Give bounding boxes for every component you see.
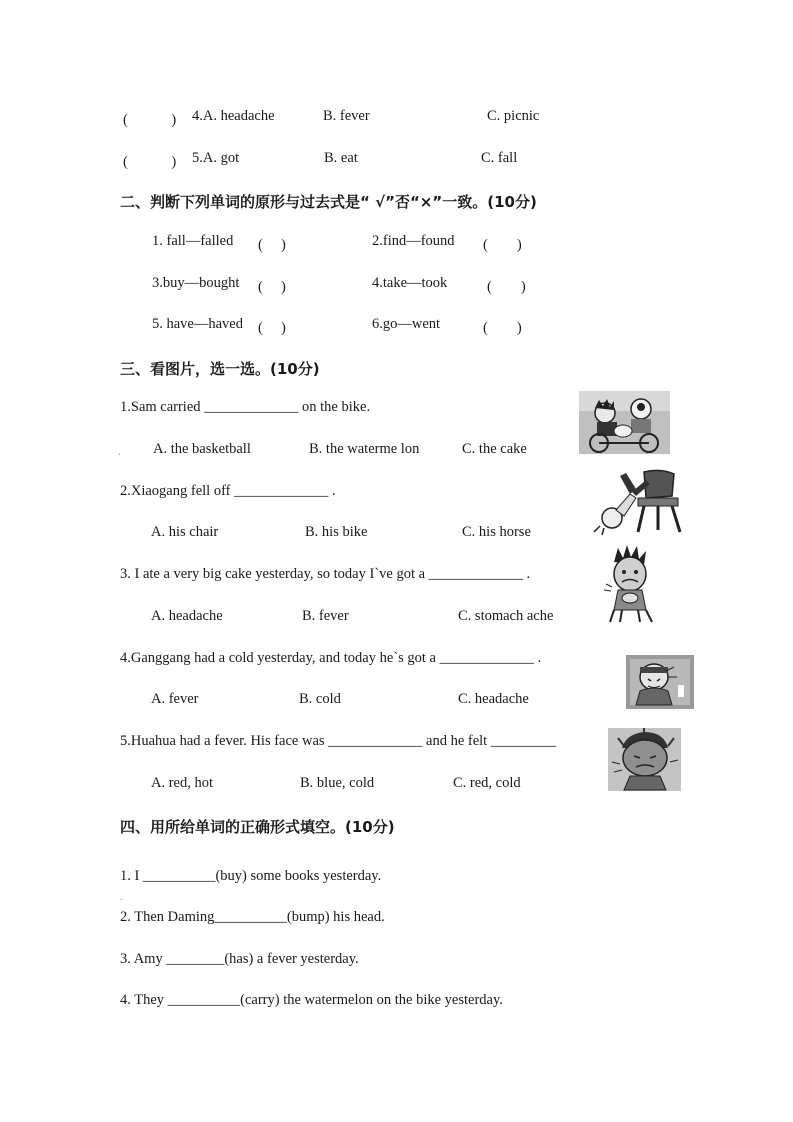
s3-q5-option-c[interactable]: C. red, cold [453,775,521,791]
boys-on-bike-picture [579,391,670,454]
boy-falling-off-chair-picture [592,468,685,536]
q5-option-a: 5.A. got [192,150,240,166]
s3-q1-text: 1.Sam carried _____________ on the bike. [120,399,371,415]
s3-q2-text: 2.Xiaogang fell off _____________ . [120,483,336,499]
s2-item-1: 1. fall—falled [152,233,234,249]
s3-q4-option-b[interactable]: B. cold [299,691,341,707]
q5-option-b: B. eat [324,150,358,166]
section3-title: 三、看图片，选一选。(10分) [120,360,320,378]
s3-q2-option-c[interactable]: C. his horse [462,524,531,540]
boy-with-stomach-ache-picture [600,544,662,624]
q5-bracket[interactable]: ( ) [123,154,177,170]
stray-mark-2: . [120,889,123,903]
s3-q1-option-b[interactable]: B. the waterme lon [309,441,420,457]
q4-option-c: C. picnic [487,108,540,124]
s4-item-3: 3. Amy ________(has) a fever yesterday. [120,951,359,967]
s2-item-4: 4.take—took [372,275,448,291]
boy-with-fever-picture [608,728,681,791]
s3-q4-option-a[interactable]: A. fever [151,691,199,707]
s2-blank-4[interactable]: ( ) [487,279,526,295]
s2-blank-2[interactable]: ( ) [483,237,522,253]
q4-option-b: B. fever [323,108,370,124]
s3-q1-option-a[interactable]: A. the basketball [153,441,251,457]
q4-bracket[interactable]: ( ) [123,112,177,128]
s2-item-6: 6.go—went [372,316,441,332]
s2-blank-3[interactable]: ( ) [258,279,286,295]
s3-q4-option-c[interactable]: C. headache [458,691,529,707]
s2-blank-5[interactable]: ( ) [258,320,286,336]
s3-q3-option-a[interactable]: A. headache [151,608,223,624]
boy-with-headache-picture [626,655,694,709]
s4-item-4: 4. They __________(carry) the watermelon on the bike yesterday. [120,992,503,1008]
s3-q3-text: 3. I ate a very big cake yesterday, so today I`ve got a _____________ . [120,566,531,582]
s4-item-1: 1. I __________(buy) some books yesterday. [120,868,382,884]
q4-option-a: 4.A. headache [192,108,275,124]
section2-title: 二、判断下列单词的原形与过去式是“ √”否“×”一致。(10分) [120,193,537,211]
s4-item-2: 2. Then Daming__________(bump) his head. [120,909,385,925]
s3-q2-option-a[interactable]: A. his chair [151,524,219,540]
section4-title: 四、用所给单词的正确形式填空。(10分) [120,818,395,836]
s3-q3-option-c[interactable]: C. stomach ache [458,608,554,624]
stray-mark: . [118,444,121,458]
s2-item-2: 2.find—found [372,233,455,249]
s3-q5-option-a[interactable]: A. red, hot [151,775,214,791]
s2-blank-6[interactable]: ( ) [483,320,522,336]
s3-q4-text: 4.Ganggang had a cold yesterday, and today he`s got a _____________ . [120,650,542,666]
s2-item-5: 5. have—haved [152,316,243,332]
s3-q3-option-b[interactable]: B. fever [302,608,349,624]
s3-q2-option-b[interactable]: B. his bike [305,524,368,540]
s3-q5-text: 5.Huahua had a fever. His face was _____________ and he felt _________ [120,733,557,749]
s3-q5-option-b[interactable]: B. blue, cold [300,775,375,791]
q5-option-c: C. fall [481,150,518,166]
s2-blank-1[interactable]: ( ) [258,237,286,253]
s3-q1-option-c[interactable]: C. the cake [462,441,527,457]
s2-item-3: 3.buy—bought [152,275,240,291]
